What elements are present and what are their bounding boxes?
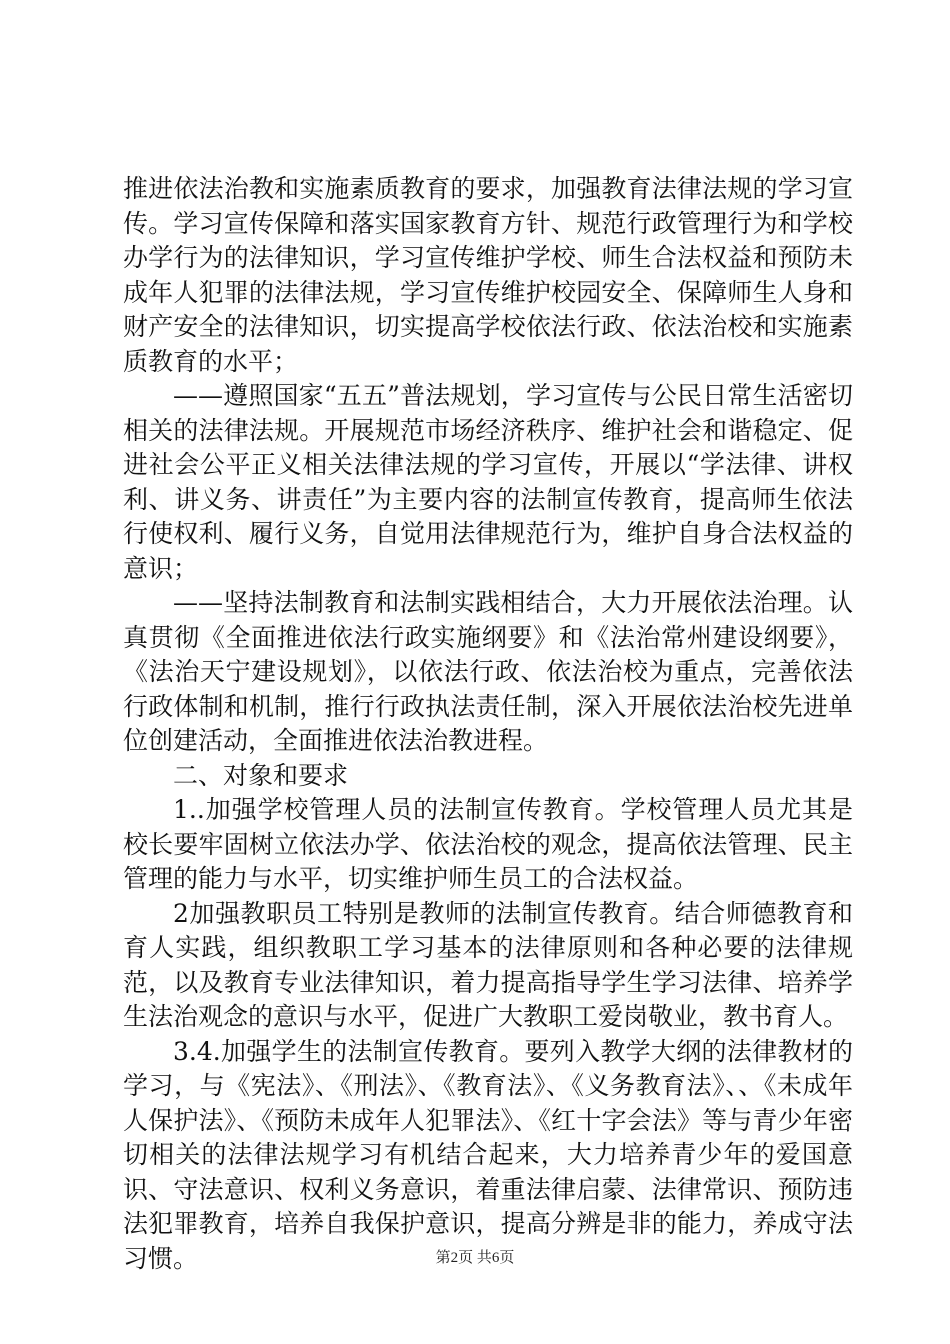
page-number-footer: 第2页 共6页 xyxy=(435,1250,515,1266)
paragraph-item-1-managers: 1..加强学校管理人员的法制宣传教育。学校管理人员尤其是校长要牢固树立依法办学、依法治校的观念，提高依法管理、民主管理的能力与水平，切实维护师生员工的合法权益。 xyxy=(123,795,853,893)
paragraph-continuation: 推进依法治教和实施素质教育的要求，加强教育法律法规的学习宣传。学习宣传保障和落实国家教育方针、规范行政管理行为和学校办学行为的法律知识，学习宣传维护学校、师生合法权益和预防未成年人犯罪的法律法规，学习宣传维护校园安全、保障师生人身和财产安全的法律知识，切实提高学校依法行政、依法治校和实施素质教育的水平； xyxy=(123,174,853,376)
section-heading-objects-requirements: 二、对象和要求 xyxy=(173,760,349,790)
paragraph-legal-practice: ——坚持法制教育和法制实践相结合，大力开展依法治理。认真贯彻《全面推进依法行政实施纲要》和《法治常州建设纲要》，《法治天宁建设规划》，以依法行政、依法治校为重点，完善依法行政体制和机制，推行行政执法责任制，深入开展依法治校先进单位创建活动，全面推进依法治教进程。 xyxy=(123,588,853,755)
paragraph-wuwu-plan: ——遵照国家“五五”普法规划，学习宣传与公民日常生活密切相关的法律法规。开展规范市场经济秩序、维护社会和谐稳定、促进社会公平正义相关法律法规的学习宣传，开展以“学法律、讲权利、讲义务、讲责任”为主要内容的法制宣传教育，提高师生依法行使权利、履行义务，自觉用法律规范行为，维护自身合法权益的意识； xyxy=(123,381,853,583)
paragraph-item-3-students: 3.4.加强学生的法制宣传教育。要列入教学大纲的法律教材的学习，与《宪法》、《刑法》、《教育法》、《义务教育法》、、《未成年人保护法》、《预防未成年人犯罪法》、《红十字会法》等与青少年密切相关的法律法规学习有机结合起来，大力培养青少年的爱国意识、守法意识、权利义务意识，着重法律启蒙、法律常识、预防违法犯罪教育，培养自我保护意识，提高分辨是非的能力，养成守法习惯。 xyxy=(123,1036,853,1273)
document-body xyxy=(123,172,853,1276)
paragraph-item-2-teachers: 2加强教职员工特别是教师的法制宣传教育。结合师德教育和育人实践，组织教职工学习基本的法律原则和各种必要的法律规范，以及教育专业法律知识，着力提高指导学生学习法律、培养学生法治观念的意识与水平，促进广大教职工爱岗敬业，教书育人。 xyxy=(123,898,853,1031)
